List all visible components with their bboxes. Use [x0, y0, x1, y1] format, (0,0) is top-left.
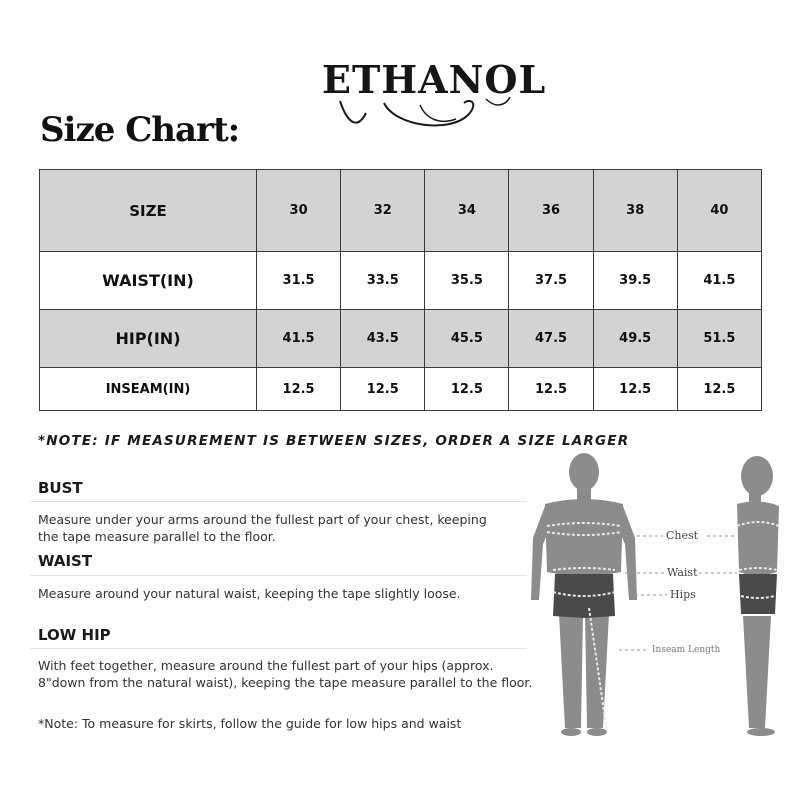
row-label: HIP(IN): [40, 310, 257, 368]
size-header-cell: 30: [257, 170, 341, 252]
section-title-low-hip: LOW HIP: [38, 626, 111, 644]
section-desc-bust: [38, 511, 538, 545]
divider: [30, 648, 527, 649]
row-label: INSEAM(IN): [40, 368, 257, 411]
side-shorts-icon: [739, 574, 777, 614]
table-cell: 12.5: [677, 368, 761, 411]
desc-line: the tape measure parallel to the floor.: [38, 529, 276, 544]
divider: [30, 575, 527, 576]
desc-line: With feet together, measure around the fullest part of your hips (approx.: [38, 658, 494, 673]
size-header-cell: 34: [425, 170, 509, 252]
table-cell: 43.5: [341, 310, 425, 368]
table-cell: 12.5: [425, 368, 509, 411]
body-measurement-diagram: [525, 440, 800, 760]
table-cell: 45.5: [425, 310, 509, 368]
waist-label: Waist: [667, 566, 698, 579]
table-cell: 12.5: [257, 368, 341, 411]
skirt-footnote: *Note: To measure for skirts, follow the guide for low hips and waist: [38, 716, 462, 731]
desc-line: Measure around your natural waist, keeping the tape slightly loose.: [38, 586, 461, 601]
divider: [30, 501, 527, 502]
table-cell: 12.5: [509, 368, 593, 411]
chest-label: Chest: [666, 529, 699, 542]
size-header-cell: 32: [341, 170, 425, 252]
size-header-cell: 40: [677, 170, 761, 252]
table-cell: 35.5: [425, 252, 509, 310]
section-desc-waist: [38, 585, 538, 602]
table-cell: 12.5: [593, 368, 677, 411]
size-table: [39, 169, 762, 411]
section-title-bust: BUST: [38, 479, 83, 497]
table-cell: 41.5: [257, 310, 341, 368]
body-figures-illustration: [525, 440, 800, 760]
table-cell: 31.5: [257, 252, 341, 310]
hips-label: Hips: [670, 588, 696, 601]
size-header-cell: 36: [509, 170, 593, 252]
brand-name: ETHANOL: [322, 57, 547, 102]
table-cell: 39.5: [593, 252, 677, 310]
page-title: Size Chart:: [40, 110, 240, 150]
sizing-note: *NOTE: IF MEASUREMENT IS BETWEEN SIZES, ORDER A SIZE LARGER: [38, 433, 630, 449]
table-cell: 33.5: [341, 252, 425, 310]
table-cell: 49.5: [593, 310, 677, 368]
size-header-cell: 38: [593, 170, 677, 252]
table-row-hip: [40, 310, 762, 368]
table-cell: 41.5: [677, 252, 761, 310]
table-row-inseam: [40, 368, 762, 411]
table-cell: 47.5: [509, 310, 593, 368]
desc-line: Measure under your arms around the fullest part of your chest, keeping: [38, 512, 487, 527]
table-header-row: [40, 170, 762, 252]
size-header-label: SIZE: [40, 170, 257, 252]
inseam-label: Inseam Length: [652, 645, 721, 655]
table-row-waist: [40, 252, 762, 310]
section-title-waist: WAIST: [38, 552, 93, 570]
section-desc-low-hip: [38, 657, 538, 691]
desc-line: 8"down from the natural waist), keeping the tape measure parallel to the floor.: [38, 675, 533, 690]
table-cell: 51.5: [677, 310, 761, 368]
brand-logo: [300, 55, 547, 135]
row-label: WAIST(IN): [40, 252, 257, 310]
table-cell: 12.5: [341, 368, 425, 411]
table-cell: 37.5: [509, 252, 593, 310]
